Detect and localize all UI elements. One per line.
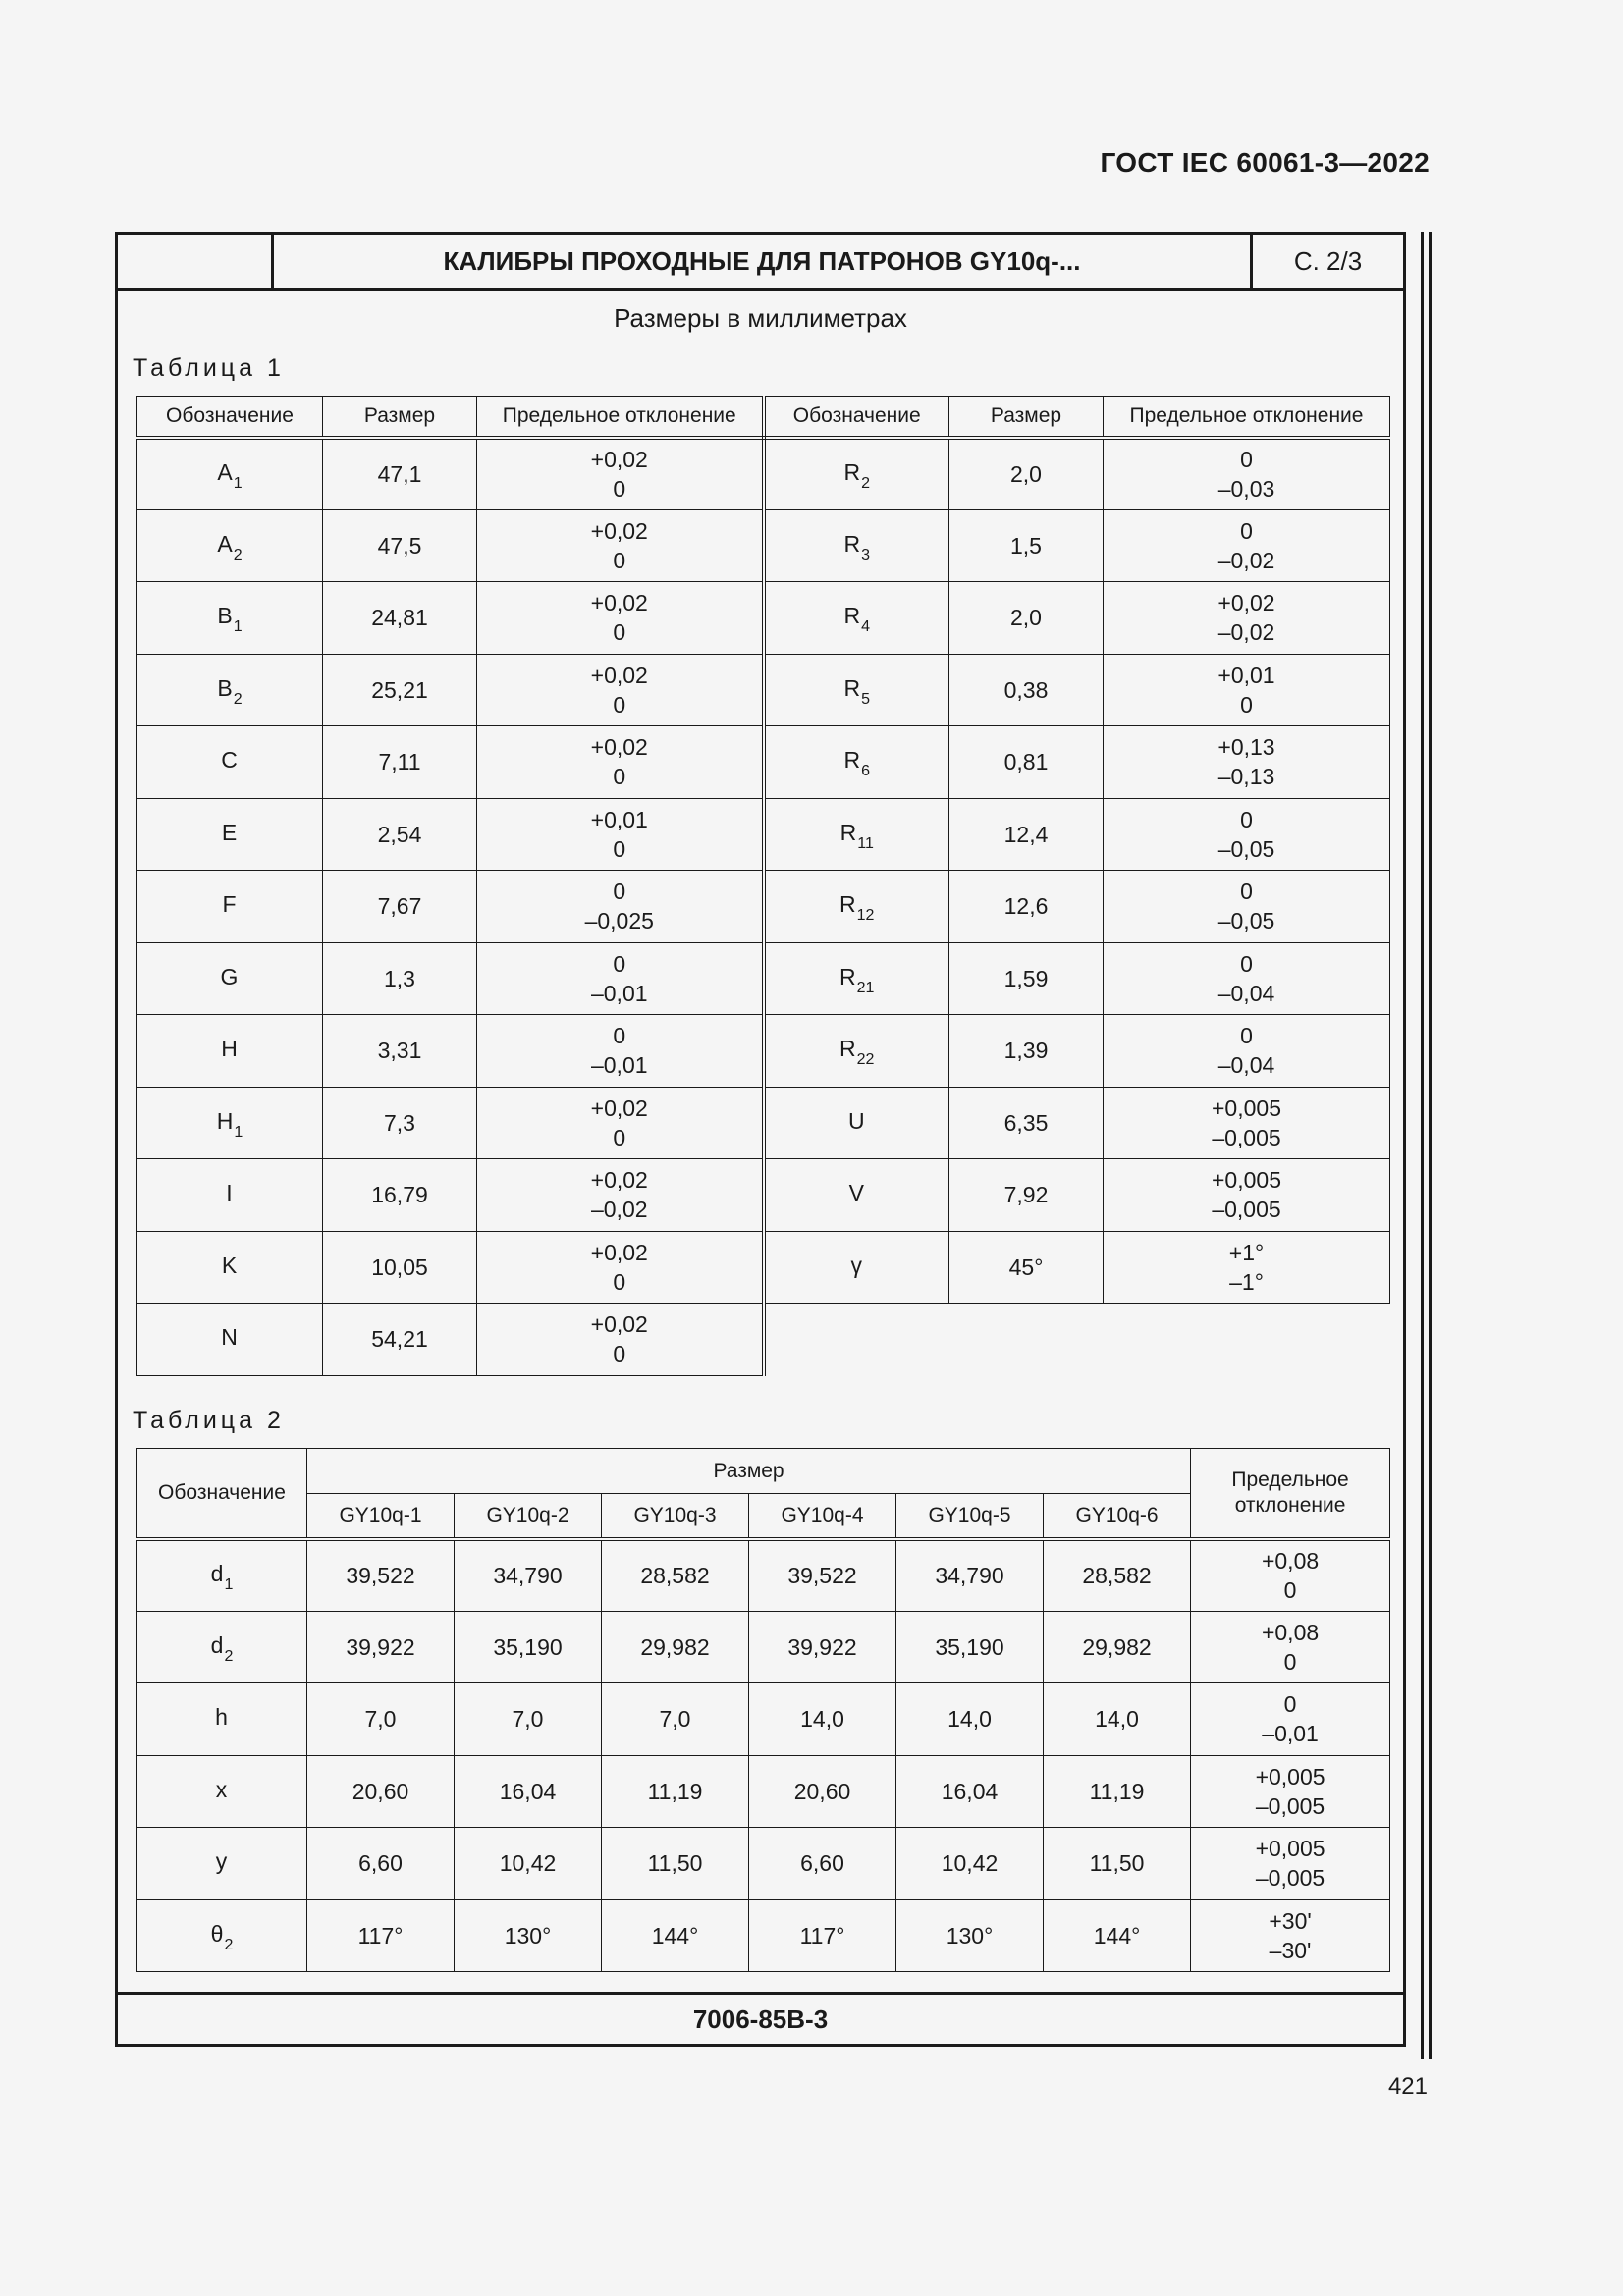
table-row: [137, 1231, 1390, 1304]
lower-deviation: –0,02: [1217, 547, 1275, 573]
size-cell: 39,522: [307, 1539, 455, 1612]
upper-deviation: +0,02: [590, 1311, 648, 1338]
upper-deviation: 0: [613, 879, 626, 905]
frame-margin-line: [1421, 232, 1424, 2059]
size-cell: 144°: [602, 1899, 749, 1972]
designation-subscript: 12: [856, 907, 875, 925]
lower-deviation: 0: [1283, 1648, 1297, 1675]
size-cell: 130°: [896, 1899, 1044, 1972]
size-cell: 20,60: [307, 1755, 455, 1828]
size-cell: 7,11: [323, 726, 477, 799]
size-cell: 0,81: [949, 726, 1104, 799]
designation-cell: [764, 1231, 949, 1304]
upper-deviation: +1°: [1228, 1239, 1265, 1265]
size-group-header: Размер: [307, 1449, 1191, 1494]
designation-subscript: 1: [234, 1123, 243, 1141]
designation-symbol: γ: [850, 1252, 862, 1278]
size-cell: 7,0: [307, 1683, 455, 1756]
table-row: [137, 1015, 1390, 1088]
designation-symbol: G: [220, 963, 239, 989]
type-header: GY10q-3: [602, 1494, 749, 1539]
designation-subscript: 5: [861, 690, 871, 708]
size-cell: 34,790: [896, 1539, 1044, 1612]
deviation-cell: [1104, 1015, 1390, 1088]
designation-symbol: N: [221, 1324, 238, 1351]
designation-cell: [137, 1899, 307, 1972]
lower-deviation: –30': [1269, 1937, 1312, 1963]
page-number: 421: [1387, 2073, 1428, 2100]
upper-deviation: 0: [1240, 447, 1253, 472]
deviation-cell: [1104, 798, 1390, 871]
size-cell: 16,04: [455, 1755, 602, 1828]
lower-deviation: –0,005: [1212, 1197, 1281, 1223]
designation-cell: [137, 582, 323, 655]
size-cell: 7,0: [602, 1683, 749, 1756]
deviation-cell: [477, 942, 764, 1015]
lower-deviation: 0: [613, 1341, 626, 1367]
deviation-cell: [1104, 726, 1390, 799]
designation-cell: [764, 942, 949, 1015]
size-cell: 2,0: [949, 582, 1104, 655]
deviation-cell: [1104, 942, 1390, 1015]
lower-deviation: –0,02: [590, 1197, 648, 1223]
size-cell: 6,35: [949, 1087, 1104, 1159]
upper-deviation: +0,02: [590, 447, 648, 472]
column-header: Обозначение: [137, 1449, 307, 1539]
designation-subscript: 4: [861, 618, 871, 636]
deviation-cell: [477, 1087, 764, 1159]
size-cell: 10,05: [323, 1231, 477, 1304]
designation-subscript: 1: [224, 1576, 234, 1593]
designation-cell: [137, 1755, 307, 1828]
table-row: [137, 438, 1390, 510]
upper-deviation: +0,02: [590, 517, 648, 544]
designation-cell: [137, 1304, 323, 1376]
designation-symbol: θ: [210, 1920, 224, 1947]
designation-symbol: R: [843, 674, 861, 701]
designation-cell: [764, 654, 949, 726]
size-cell: 0,38: [949, 654, 1104, 726]
designation-cell: [137, 438, 323, 510]
designation-cell: [764, 1159, 949, 1232]
table-row: [137, 1304, 1390, 1376]
size-cell: 29,982: [602, 1611, 749, 1683]
lower-deviation: –0,005: [1212, 1124, 1281, 1150]
deviation-cell: [477, 726, 764, 799]
type-header: GY10q-2: [455, 1494, 602, 1539]
upper-deviation: +0,005: [1212, 1167, 1281, 1194]
size-cell: 39,922: [307, 1611, 455, 1683]
table-row: [137, 654, 1390, 726]
lower-deviation: –0,05: [1217, 908, 1275, 934]
designation-symbol: A: [217, 459, 233, 485]
upper-deviation: 0: [1240, 1023, 1253, 1049]
upper-deviation: 0: [613, 950, 626, 977]
table-row: [137, 942, 1390, 1015]
size-cell: 1,39: [949, 1015, 1104, 1088]
lower-deviation: 0: [1283, 1577, 1297, 1603]
designation-cell: [764, 798, 949, 871]
sheet-title: КАЛИБРЫ ПРОХОДНЫЕ ДЛЯ ПАТРОНОВ GY10q-...: [274, 235, 1253, 288]
upper-deviation: 0: [1240, 950, 1253, 977]
size-cell: 144°: [1044, 1899, 1191, 1972]
column-header: Предельное отклонение: [1104, 397, 1390, 438]
deviation-cell: [1104, 509, 1390, 582]
upper-deviation: +0,02: [590, 1095, 648, 1121]
designation-subscript: 2: [233, 546, 243, 563]
size-cell: 1,59: [949, 942, 1104, 1015]
size-cell: 117°: [749, 1899, 896, 1972]
designation-cell: [137, 1611, 307, 1683]
lower-deviation: –1°: [1229, 1268, 1264, 1295]
designation-cell: [764, 438, 949, 510]
table-row: [137, 1683, 1390, 1756]
deviation-cell: [477, 1304, 764, 1376]
designation-cell: [137, 1159, 323, 1232]
designation-symbol: d: [210, 1631, 224, 1658]
deviation-cell: [1191, 1539, 1390, 1612]
designation-symbol: x: [215, 1776, 228, 1802]
frame-margin-line: [1429, 232, 1432, 2059]
designation-symbol: E: [221, 819, 238, 845]
size-cell: 10,42: [896, 1828, 1044, 1900]
designation-cell: [137, 798, 323, 871]
deviation-cell: [1104, 1087, 1390, 1159]
size-cell: 1,3: [323, 942, 477, 1015]
lower-deviation: 0: [613, 691, 626, 718]
size-cell: 24,81: [323, 582, 477, 655]
designation-symbol: B: [217, 674, 233, 701]
lower-deviation: 0: [1240, 691, 1253, 718]
upper-deviation: +0,005: [1255, 1763, 1325, 1789]
deviation-cell: [477, 654, 764, 726]
column-header: Размер: [949, 397, 1104, 438]
size-cell: 2,54: [323, 798, 477, 871]
title-blank-cell: [118, 235, 274, 288]
designation-symbol: V: [848, 1180, 864, 1206]
lower-deviation: 0: [613, 547, 626, 573]
size-cell: 14,0: [1044, 1683, 1191, 1756]
size-cell: 11,50: [602, 1828, 749, 1900]
size-cell: 14,0: [896, 1683, 1044, 1756]
lower-deviation: 0: [613, 476, 626, 502]
upper-deviation: +30': [1269, 1907, 1312, 1934]
size-cell: 7,3: [323, 1087, 477, 1159]
deviation-cell: [1191, 1755, 1390, 1828]
designation-subscript: 1: [233, 618, 243, 636]
size-cell: 11,50: [1044, 1828, 1191, 1900]
upper-deviation: 0: [1240, 517, 1253, 544]
deviation-cell: [1104, 582, 1390, 655]
table1-caption: Таблица 1: [133, 354, 285, 382]
upper-deviation: 0: [1240, 879, 1253, 905]
designation-subscript: 21: [856, 979, 875, 996]
lower-deviation: –0,025: [584, 908, 654, 934]
type-header: GY10q-1: [307, 1494, 455, 1539]
table-row: [137, 1828, 1390, 1900]
designation-cell: [764, 509, 949, 582]
size-cell: 1,5: [949, 509, 1104, 582]
designation-subscript: 22: [856, 1051, 875, 1069]
designation-subscript: 11: [857, 834, 874, 852]
deviation-cell: [1191, 1899, 1390, 1972]
designation-subscript: 2: [861, 475, 871, 492]
deviation-cell: [1191, 1683, 1390, 1756]
upper-deviation: +0,02: [590, 1239, 648, 1265]
sheet-page-ref: С. 2/3: [1293, 245, 1363, 276]
size-cell: 47,1: [323, 438, 477, 510]
drawing-sheet-frame: [115, 232, 1406, 2047]
designation-cell: [137, 1087, 323, 1159]
document-code: ГОСТ IEC 60061-3—2022: [1100, 147, 1430, 178]
deviation-cell: [1191, 1611, 1390, 1683]
column-header: Предельное отклонение: [1191, 1449, 1390, 1539]
designation-symbol: R: [843, 747, 861, 774]
deviation-cell: [1104, 1231, 1390, 1304]
table-row: [137, 1159, 1390, 1232]
lower-deviation: –0,05: [1217, 835, 1275, 862]
upper-deviation: +0,02: [590, 662, 648, 688]
table-row: [137, 1087, 1390, 1159]
deviation-cell: [477, 509, 764, 582]
lower-deviation: –0,03: [1217, 476, 1275, 502]
upper-deviation: +0,08: [1261, 1548, 1320, 1574]
designation-cell: [764, 871, 949, 943]
size-cell: 6,60: [749, 1828, 896, 1900]
deviation-cell: [477, 798, 764, 871]
upper-deviation: 0: [613, 1023, 626, 1049]
deviation-cell: [477, 582, 764, 655]
designation-cell: [137, 1828, 307, 1900]
size-cell: 54,21: [323, 1304, 477, 1376]
size-cell: 25,21: [323, 654, 477, 726]
designation-subscript: 2: [233, 690, 243, 708]
designation-symbol: R: [839, 963, 856, 989]
lower-deviation: –0,005: [1255, 1792, 1325, 1819]
size-cell: 7,0: [455, 1683, 602, 1756]
upper-deviation: +0,02: [590, 734, 648, 761]
designation-symbol: h: [215, 1704, 228, 1731]
upper-deviation: +0,005: [1212, 1095, 1281, 1121]
type-header: GY10q-5: [896, 1494, 1044, 1539]
designation-cell: [764, 726, 949, 799]
designation-cell: [137, 1015, 323, 1088]
designation-cell: [764, 1087, 949, 1159]
designation-symbol: R: [839, 1036, 856, 1062]
size-cell: 28,582: [602, 1539, 749, 1612]
designation-symbol: R: [843, 603, 861, 629]
size-cell: 34,790: [455, 1539, 602, 1612]
size-cell: 28,582: [1044, 1539, 1191, 1612]
sheet-footer-code: 7006-85B-3: [118, 1992, 1403, 2044]
lower-deviation: –0,01: [1262, 1721, 1319, 1747]
designation-symbol: y: [215, 1848, 228, 1875]
upper-deviation: +0,08: [1261, 1619, 1320, 1645]
lower-deviation: 0: [613, 764, 626, 790]
table2-caption: Таблица 2: [133, 1407, 285, 1434]
upper-deviation: +0,02: [1217, 590, 1275, 616]
size-cell: 2,0: [949, 438, 1104, 510]
designation-symbol: U: [847, 1107, 865, 1134]
deviation-cell: [477, 1015, 764, 1088]
lower-deviation: 0: [613, 1124, 626, 1150]
designation-cell: [137, 726, 323, 799]
table-row: [137, 1611, 1390, 1683]
deviation-cell: [1104, 1159, 1390, 1232]
lower-deviation: –0,04: [1217, 980, 1275, 1006]
upper-deviation: +0,005: [1255, 1836, 1325, 1862]
lower-deviation: –0,01: [590, 1052, 648, 1079]
size-cell: 12,6: [949, 871, 1104, 943]
table-row: [137, 509, 1390, 582]
designation-subscript: 6: [861, 763, 871, 780]
upper-deviation: +0,02: [590, 1167, 648, 1194]
column-header: Обозначение: [137, 397, 323, 438]
table2: [136, 1448, 1390, 1972]
table-row: [137, 1899, 1390, 1972]
upper-deviation: +0,01: [1217, 662, 1275, 688]
lower-deviation: –0,02: [1217, 619, 1275, 646]
size-cell: 11,19: [1044, 1755, 1191, 1828]
designation-cell: [137, 942, 323, 1015]
designation-symbol: C: [221, 747, 238, 774]
size-cell: 20,60: [749, 1755, 896, 1828]
designation-cell: [764, 1015, 949, 1088]
designation-symbol: R: [839, 891, 856, 918]
table-row: [137, 871, 1390, 943]
deviation-cell: [1191, 1828, 1390, 1900]
size-cell: 6,60: [307, 1828, 455, 1900]
deviation-cell: [477, 438, 764, 510]
designation-symbol: R: [843, 459, 861, 485]
size-cell: 7,67: [323, 871, 477, 943]
size-cell: 35,190: [455, 1611, 602, 1683]
table-row: [137, 582, 1390, 655]
lower-deviation: 0: [613, 835, 626, 862]
designation-subscript: 3: [861, 546, 871, 563]
size-cell: 3,31: [323, 1015, 477, 1088]
size-cell: 10,42: [455, 1828, 602, 1900]
size-cell: 35,190: [896, 1611, 1044, 1683]
designation-symbol: R: [843, 530, 861, 557]
designation-symbol: I: [226, 1180, 233, 1206]
lower-deviation: –0,13: [1217, 764, 1275, 790]
size-cell: 29,982: [1044, 1611, 1191, 1683]
designation-symbol: H: [221, 1036, 238, 1062]
deviation-cell: [1104, 871, 1390, 943]
deviation-cell: [1104, 438, 1390, 510]
designation-symbol: H: [216, 1107, 234, 1134]
table-row: [137, 726, 1390, 799]
column-header: Предельное отклонение: [477, 397, 764, 438]
designation-symbol: R: [839, 819, 857, 845]
designation-subscript: 1: [233, 475, 243, 492]
table-row: [137, 1539, 1390, 1612]
deviation-cell: [477, 1231, 764, 1304]
column-header: Размер: [323, 397, 477, 438]
size-cell: 16,04: [896, 1755, 1044, 1828]
table-row: [137, 1755, 1390, 1828]
designation-subscript: 2: [224, 1936, 234, 1953]
size-cell: 45°: [949, 1231, 1104, 1304]
upper-deviation: +0,13: [1217, 734, 1275, 761]
designation-symbol: A: [217, 530, 233, 557]
deviation-cell: [477, 871, 764, 943]
deviation-cell: [1104, 654, 1390, 726]
size-cell: 39,922: [749, 1611, 896, 1683]
lower-deviation: –0,04: [1217, 1052, 1275, 1079]
upper-deviation: +0,01: [590, 806, 648, 832]
lower-deviation: 0: [613, 619, 626, 646]
designation-cell: [764, 582, 949, 655]
designation-symbol: B: [217, 603, 233, 629]
designation-cell: [137, 1539, 307, 1612]
deviation-cell: [477, 1159, 764, 1232]
size-cell: 16,79: [323, 1159, 477, 1232]
size-cell: 14,0: [749, 1683, 896, 1756]
table-row: [137, 798, 1390, 871]
designation-subscript: 2: [224, 1647, 234, 1665]
size-cell: 39,522: [749, 1539, 896, 1612]
size-cell: 11,19: [602, 1755, 749, 1828]
lower-deviation: 0: [613, 1268, 626, 1295]
type-header: GY10q-6: [1044, 1494, 1191, 1539]
table1: [136, 396, 1390, 1376]
designation-cell: [137, 654, 323, 726]
size-cell: 47,5: [323, 509, 477, 582]
designation-symbol: K: [221, 1252, 238, 1278]
designation-cell: [137, 509, 323, 582]
designation-cell: [137, 1683, 307, 1756]
size-cell: 12,4: [949, 798, 1104, 871]
designation-symbol: d: [210, 1561, 224, 1586]
upper-deviation: +0,02: [590, 590, 648, 616]
size-cell: 7,92: [949, 1159, 1104, 1232]
upper-deviation: 0: [1283, 1691, 1297, 1718]
type-header: GY10q-4: [749, 1494, 896, 1539]
designation-cell: [137, 1231, 323, 1304]
size-cell: 117°: [307, 1899, 455, 1972]
designation-cell: [137, 871, 323, 943]
title-block: [118, 235, 1403, 291]
lower-deviation: –0,01: [590, 980, 648, 1006]
dimensions-note: Размеры в миллиметрах: [614, 303, 907, 333]
lower-deviation: –0,005: [1255, 1865, 1325, 1892]
size-cell: 130°: [455, 1899, 602, 1972]
column-header: Обозначение: [764, 397, 949, 438]
designation-symbol: F: [222, 891, 237, 918]
upper-deviation: 0: [1240, 806, 1253, 832]
empty-cell: [764, 1304, 1390, 1376]
